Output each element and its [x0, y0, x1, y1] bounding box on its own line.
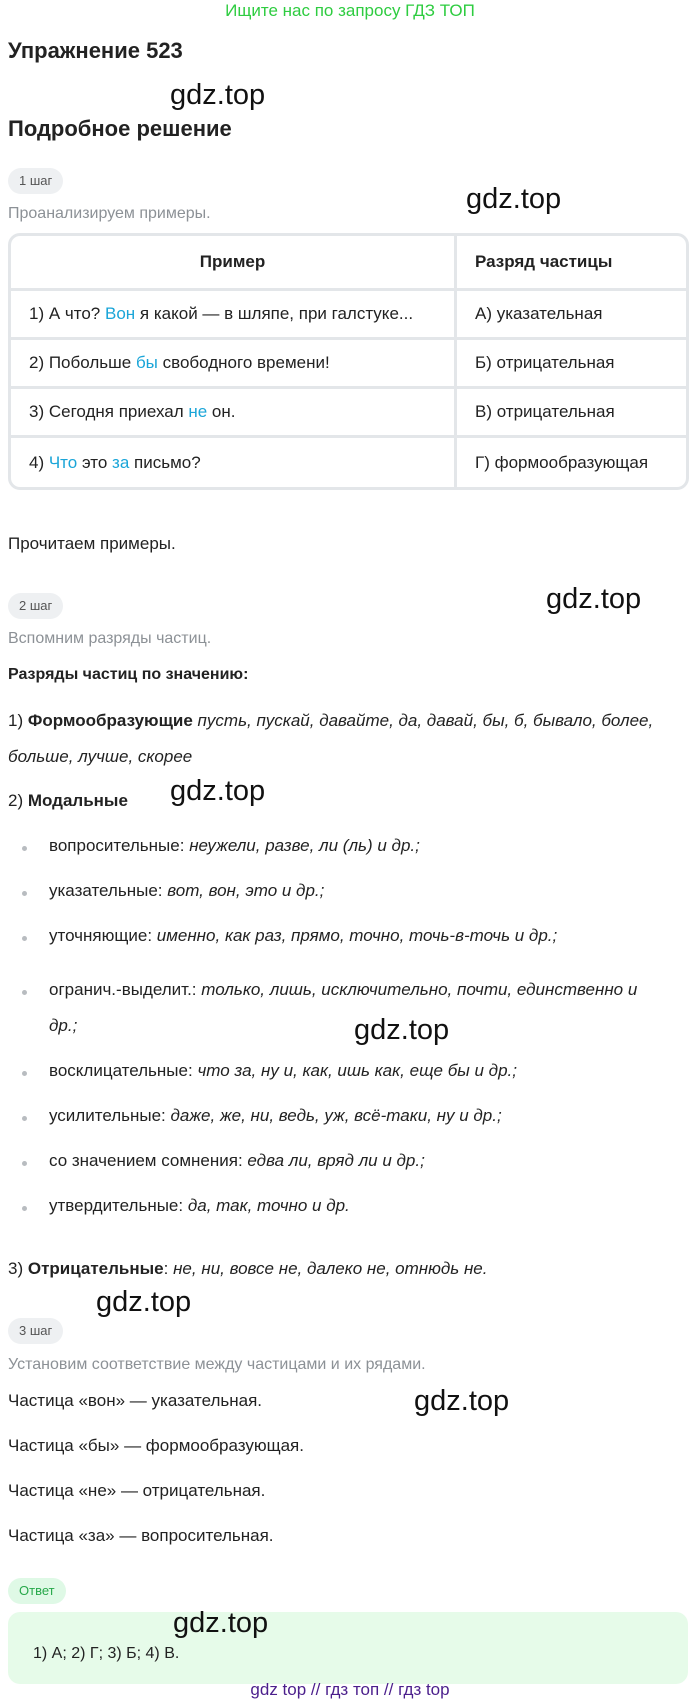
table-cell: Б) отрицательная	[457, 340, 686, 389]
list-item: уточняющие: именно, как раз, прямо, точно, точь-в-точь и др.;	[8, 926, 557, 946]
list-item: огранич.-выделит.: только, лишь, исключительно, почти, единственно и	[8, 980, 637, 1000]
table-header: Разряд частицы	[457, 236, 686, 291]
table-cell: Г) формообразующая	[475, 452, 649, 472]
category-item: 3) Отрицательные: не, ни, вовсе не, далеко не, отнюдь не.	[8, 1259, 488, 1278]
highlighted-particle: бы	[135, 353, 158, 372]
table-cell: В) отрицательная	[457, 389, 686, 438]
table-cell: А) указательная	[457, 291, 686, 340]
category-item-cont: больше, лучше, скорее	[8, 747, 193, 766]
answer-text: 1) А; 2) Г; 3) Б; 4) В.	[33, 1645, 180, 1662]
step-badge: 1 шаг	[8, 168, 63, 194]
examples-table	[8, 233, 689, 490]
table-cell: 2) Побольше бы свободного времени!	[11, 340, 457, 389]
bullet-icon	[22, 1071, 27, 1076]
result-line: Частица «бы» — формообразующая.	[8, 1436, 304, 1455]
table-row	[11, 438, 686, 487]
watermark: gdz.top	[170, 79, 266, 111]
bullet-icon	[22, 1206, 27, 1211]
list-item: со значением сомнения: едва ли, вряд ли и др.;	[8, 1151, 425, 1171]
result-line: Частица «вон» — указательная.	[8, 1391, 263, 1410]
watermark: gdz.top	[170, 775, 266, 807]
watermark: gdz.top	[173, 1607, 269, 1639]
bullet-icon	[22, 936, 27, 941]
watermark: gdz.top	[546, 583, 642, 615]
category-item: 1) Формообразующие пусть, пускай, давайте, да, давай, бы, б, бывало, более,	[8, 711, 654, 730]
page-title: Упражнение 523	[8, 38, 183, 63]
watermark: gdz.top	[414, 1385, 510, 1417]
step-intro: Проанализируем примеры.	[8, 205, 211, 222]
table-row	[11, 340, 686, 389]
step-outro: Прочитаем примеры.	[8, 534, 176, 553]
bullet-icon	[22, 1116, 27, 1121]
category-item: 2) Модальные	[8, 791, 128, 810]
list-item: усилительные: даже, же, ни, ведь, уж, всё-таки, ну и др.;	[8, 1106, 502, 1126]
bullet-icon	[22, 1161, 27, 1166]
list-item: утвердительные: да, так, точно и др.	[8, 1196, 350, 1216]
table-row	[11, 291, 686, 340]
table-cell: 1) А что? Вон я какой — в шляпе, при галстуке...	[11, 291, 457, 340]
table-row	[11, 389, 686, 438]
top-banner: Ищите нас по запросу ГДЗ ТОП	[225, 1, 475, 20]
bullet-icon	[22, 990, 27, 995]
bullet-icon	[22, 891, 27, 896]
list-item: указательные: вот, вон, это и др.;	[8, 881, 324, 901]
watermark: gdz.top	[466, 183, 562, 215]
answer-badge: Ответ	[8, 1578, 66, 1604]
bullet-icon	[22, 846, 27, 851]
list-item: восклицательные: что за, ну и, как, ишь как, еще бы и др.;	[8, 1061, 517, 1081]
step-intro: Вспомним разряды частиц.	[8, 630, 212, 647]
list-item-cont: др.;	[49, 1016, 78, 1035]
footer-links: gdz top // гдз топ // гдз top	[250, 1680, 450, 1699]
highlighted-particle: Вон	[105, 304, 136, 323]
table-header-row	[11, 236, 686, 291]
watermark: gdz.top	[354, 1014, 450, 1046]
section-title: Подробное решение	[8, 116, 232, 141]
section-heading: Разряды частиц по значению:	[8, 666, 249, 683]
result-line: Частица «за» — вопросительная.	[8, 1526, 274, 1545]
table-cell: 3) Сегодня приехал не он.	[11, 389, 457, 438]
table-cell: 4) Что это за письмо?	[11, 438, 457, 487]
highlighted-particle: за	[112, 452, 130, 472]
watermark: gdz.top	[96, 1286, 192, 1318]
table-header: Пример	[11, 236, 457, 291]
step-intro: Установим соответствие между частицами и их рядами.	[8, 1356, 426, 1373]
step-badge: 2 шаг	[8, 593, 63, 619]
result-line: Частица «не» — отрицательная.	[8, 1481, 266, 1500]
list-item: вопросительные: неужели, разве, ли (ль) и др.;	[8, 836, 420, 856]
highlighted-particle: Что	[48, 452, 78, 472]
highlighted-particle: не	[188, 402, 208, 421]
step-badge: 3 шаг	[8, 1318, 63, 1344]
